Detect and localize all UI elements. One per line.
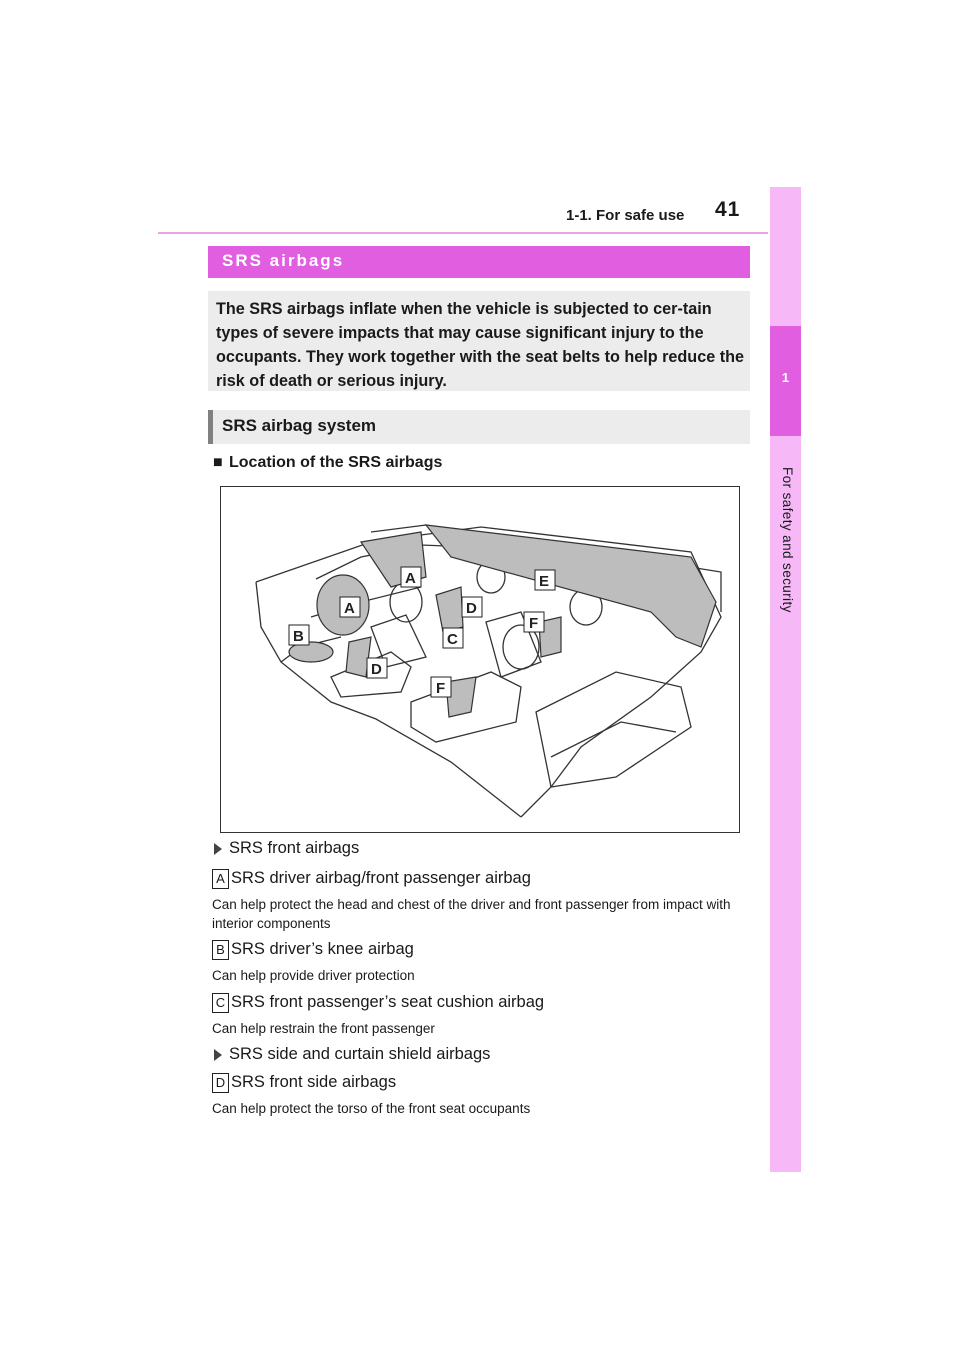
intro-text: The SRS airbags inflate when the vehicle is subjected to cer-tain types of severe impacts that may cause significant injury to the occupants. They work together with the seat belts to help reduce the risk of death or serious injury.	[216, 300, 744, 390]
svg-text:F: F	[436, 680, 446, 697]
svg-text:C: C	[447, 631, 458, 648]
location-heading: Location of the SRS airbags	[229, 454, 443, 471]
svg-text:A: A	[405, 570, 416, 587]
airbag-illustration	[220, 486, 740, 833]
label-c: C	[212, 993, 229, 1013]
section-title: 1-1. For safe use	[566, 207, 685, 224]
label-d: D	[212, 1073, 229, 1093]
square-bullet-icon: ■	[213, 454, 223, 471]
item-title-b: SRS driver’s knee airbag	[231, 940, 414, 958]
svg-text:B: B	[293, 628, 304, 645]
item-desc-d: Can help protect the torso of the front seat occupants	[212, 1101, 531, 1116]
header-rule	[158, 232, 768, 234]
subsection-title: SRS airbag system	[222, 416, 377, 435]
svg-text:F: F	[529, 615, 539, 632]
svg-text:D: D	[371, 661, 382, 678]
item-title-d: SRS front side airbags	[231, 1073, 397, 1091]
item-desc-a: Can help protect the head and chest of the driver and front passenger from impact with interior components	[212, 897, 731, 931]
page-number: 41	[715, 198, 741, 221]
label-a: A	[212, 869, 229, 889]
svg-text:A: A	[344, 600, 355, 617]
item-desc-b: Can help provide driver protection	[212, 968, 415, 983]
subsection-bar	[208, 410, 213, 444]
chapter-title: For safety and security	[780, 467, 795, 613]
group-title-front: SRS front airbags	[229, 839, 360, 857]
section-band-title: SRS airbags	[222, 251, 345, 270]
svg-text:D: D	[466, 600, 477, 617]
triangle-bullet-icon	[214, 843, 222, 855]
car-interior-drawing	[221, 487, 739, 832]
item-desc-c: Can help restrain the front passenger	[212, 1021, 435, 1036]
item-title-c: SRS front passenger’s seat cushion airbag	[231, 993, 545, 1011]
svg-text:E: E	[539, 573, 550, 590]
triangle-bullet-icon	[214, 1049, 222, 1061]
chapter-number: 1	[781, 370, 790, 385]
item-title-a: SRS driver airbag/front passenger airbag	[231, 869, 531, 887]
label-b: B	[212, 940, 229, 960]
group-title-side: SRS side and curtain shield airbags	[229, 1045, 491, 1063]
